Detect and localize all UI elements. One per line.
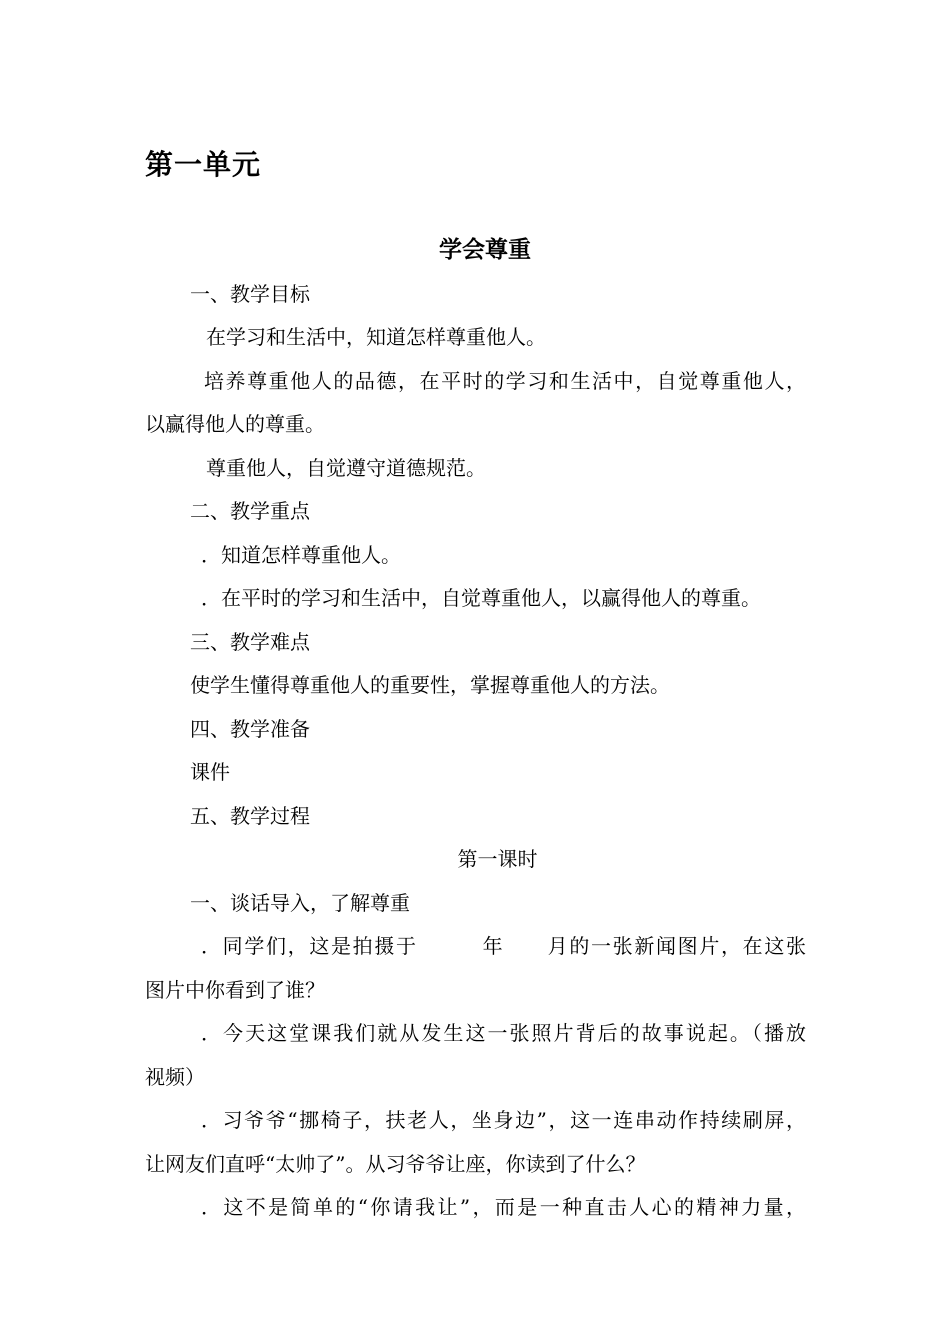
paragraph-line: 在学习和生活中，知道怎样尊重他人。: [206, 325, 546, 349]
paragraph-line: ．今天这堂课我们就从发生这一张照片背后的故事说起。（播放: [201, 1021, 806, 1045]
paragraph-line: ．这不是简单的“你请我让”，而是一种直击人心的精神力量，: [201, 1195, 806, 1219]
lesson-title: 学会尊重: [439, 237, 531, 263]
section-heading-difficulties: 三、教学难点: [190, 630, 310, 654]
subsection-heading: 一、谈话导入，了解尊重: [190, 891, 410, 915]
paragraph-line: ．习爷爷“挪椅子，扶老人，坐身边”，这一连串动作持续刷屏，: [201, 1108, 806, 1132]
list-item: ．在平时的学习和生活中，自觉尊重他人，以赢得他人的尊重。: [201, 586, 761, 610]
paragraph-line: 课件: [190, 760, 230, 784]
paragraph-line: 让网友们直呼“太帅了”。从习爷爷让座，你读到了什么？: [145, 1152, 646, 1176]
section-heading-key-points: 二、教学重点: [190, 499, 310, 523]
lesson-period-heading: 第一课时: [457, 847, 538, 871]
paragraph-line: 以赢得他人的尊重。: [145, 412, 325, 436]
list-item: ．知道怎样尊重他人。: [201, 543, 401, 567]
section-heading-preparation: 四、教学准备: [190, 717, 310, 741]
section-heading-process: 五、教学过程: [190, 804, 310, 828]
paragraph-line: 尊重他人，自觉遵守道德规范。: [206, 456, 486, 480]
paragraph-line: 视频）: [145, 1065, 205, 1089]
paragraph-line: 培养尊重他人的品德，在平时的学习和生活中，自觉尊重他人，: [204, 369, 806, 393]
unit-title: 第一单元: [145, 148, 262, 181]
section-heading-objectives: 一、教学目标: [190, 282, 310, 306]
paragraph-line: ．同学们，这是拍摄于 年 月的一张新闻图片，在这张: [201, 934, 806, 958]
paragraph-line: 使学生懂得尊重他人的重要性，掌握尊重他人的方法。: [190, 673, 670, 697]
paragraph-line: 图片中你看到了谁？: [145, 978, 325, 1002]
